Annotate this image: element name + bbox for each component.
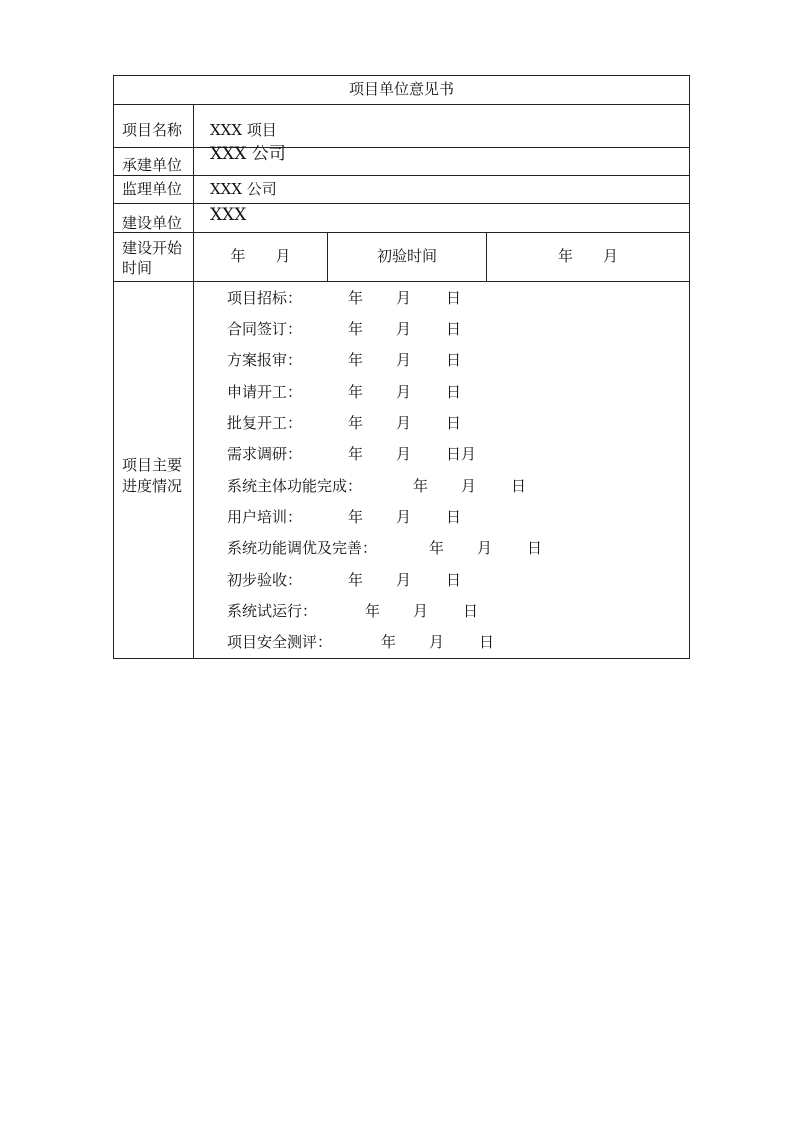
builder-label: 建设单位 bbox=[122, 214, 183, 232]
row-divider bbox=[114, 281, 689, 282]
progress-item-label: 系统试运行： bbox=[227, 602, 318, 620]
row-divider bbox=[114, 232, 689, 233]
progress-item-label: 申请开工： bbox=[227, 383, 303, 401]
form-title: 项目单位意见书 bbox=[348, 80, 454, 98]
progress-year: 年 bbox=[348, 320, 364, 338]
acceptance-time-label: 初验时间 bbox=[376, 247, 437, 265]
progress-month: 月 bbox=[396, 351, 412, 369]
progress-label-line2: 进度情况 bbox=[122, 477, 183, 495]
row-divider bbox=[114, 175, 689, 176]
supervisor-value: XXX 公司 bbox=[210, 180, 277, 198]
progress-item-label: 方案报审： bbox=[227, 351, 303, 369]
progress-day: 日 bbox=[511, 477, 527, 495]
progress-month: 月 bbox=[396, 383, 412, 401]
progress-day: 日 bbox=[463, 602, 479, 620]
progress-year: 年 bbox=[348, 414, 364, 432]
opinion-form-table bbox=[113, 75, 690, 659]
project-name-label: 项目名称 bbox=[122, 121, 183, 139]
progress-year: 年 bbox=[348, 508, 364, 526]
progress-item-label: 合同签订： bbox=[227, 320, 303, 338]
progress-item-label: 系统主体功能完成： bbox=[227, 477, 363, 495]
progress-day: 日月 bbox=[446, 445, 477, 463]
progress-year: 年 bbox=[348, 571, 364, 589]
progress-month: 月 bbox=[396, 508, 412, 526]
progress-day: 日 bbox=[446, 414, 462, 432]
progress-item-label: 系统功能调优及完善： bbox=[227, 539, 378, 557]
progress-month: 月 bbox=[396, 289, 412, 307]
progress-month: 月 bbox=[396, 414, 412, 432]
start-time-label-line1: 建设开始 bbox=[122, 239, 183, 257]
label-column-divider bbox=[193, 104, 194, 659]
builder-value: XXX bbox=[210, 205, 247, 225]
progress-year: 年 bbox=[348, 445, 364, 463]
progress-year: 年 bbox=[381, 633, 397, 651]
progress-month: 月 bbox=[429, 633, 445, 651]
progress-day: 日 bbox=[479, 633, 495, 651]
progress-year: 年 bbox=[365, 602, 381, 620]
progress-year: 年 bbox=[429, 539, 445, 557]
progress-label-line1: 项目主要 bbox=[122, 456, 183, 474]
supervisor-label: 监理单位 bbox=[122, 180, 183, 198]
progress-year: 年 bbox=[348, 351, 364, 369]
project-name-value: XXX 项目 bbox=[210, 121, 277, 139]
progress-month: 月 bbox=[461, 477, 477, 495]
progress-day: 日 bbox=[446, 320, 462, 338]
progress-item-label: 项目招标： bbox=[227, 289, 303, 307]
progress-day: 日 bbox=[446, 571, 462, 589]
progress-day: 日 bbox=[446, 383, 462, 401]
row-divider bbox=[114, 147, 689, 148]
progress-day: 日 bbox=[446, 289, 462, 307]
progress-month: 月 bbox=[396, 445, 412, 463]
progress-year: 年 bbox=[348, 383, 364, 401]
row-divider bbox=[114, 203, 689, 204]
progress-day: 日 bbox=[527, 539, 543, 557]
progress-year: 年 bbox=[348, 289, 364, 307]
progress-year: 年 bbox=[413, 477, 429, 495]
start-time-label-line2: 时间 bbox=[122, 259, 153, 277]
start-time-value: 年 月 bbox=[230, 247, 291, 265]
contractor-label: 承建单位 bbox=[122, 156, 183, 174]
acceptance-time-value: 年 月 bbox=[557, 247, 618, 265]
progress-item-label: 用户培训： bbox=[227, 508, 303, 526]
row-divider bbox=[114, 104, 689, 105]
progress-month: 月 bbox=[413, 602, 429, 620]
progress-item-label: 项目安全测评： bbox=[227, 633, 333, 651]
progress-month: 月 bbox=[396, 320, 412, 338]
progress-day: 日 bbox=[446, 351, 462, 369]
progress-month: 月 bbox=[396, 571, 412, 589]
progress-item-label: 初步验收： bbox=[227, 571, 303, 589]
progress-month: 月 bbox=[477, 539, 493, 557]
contractor-value: XXX 公司 bbox=[210, 144, 286, 164]
progress-day: 日 bbox=[446, 508, 462, 526]
progress-item-label: 需求调研： bbox=[227, 445, 303, 463]
progress-item-label: 批复开工： bbox=[227, 414, 303, 432]
